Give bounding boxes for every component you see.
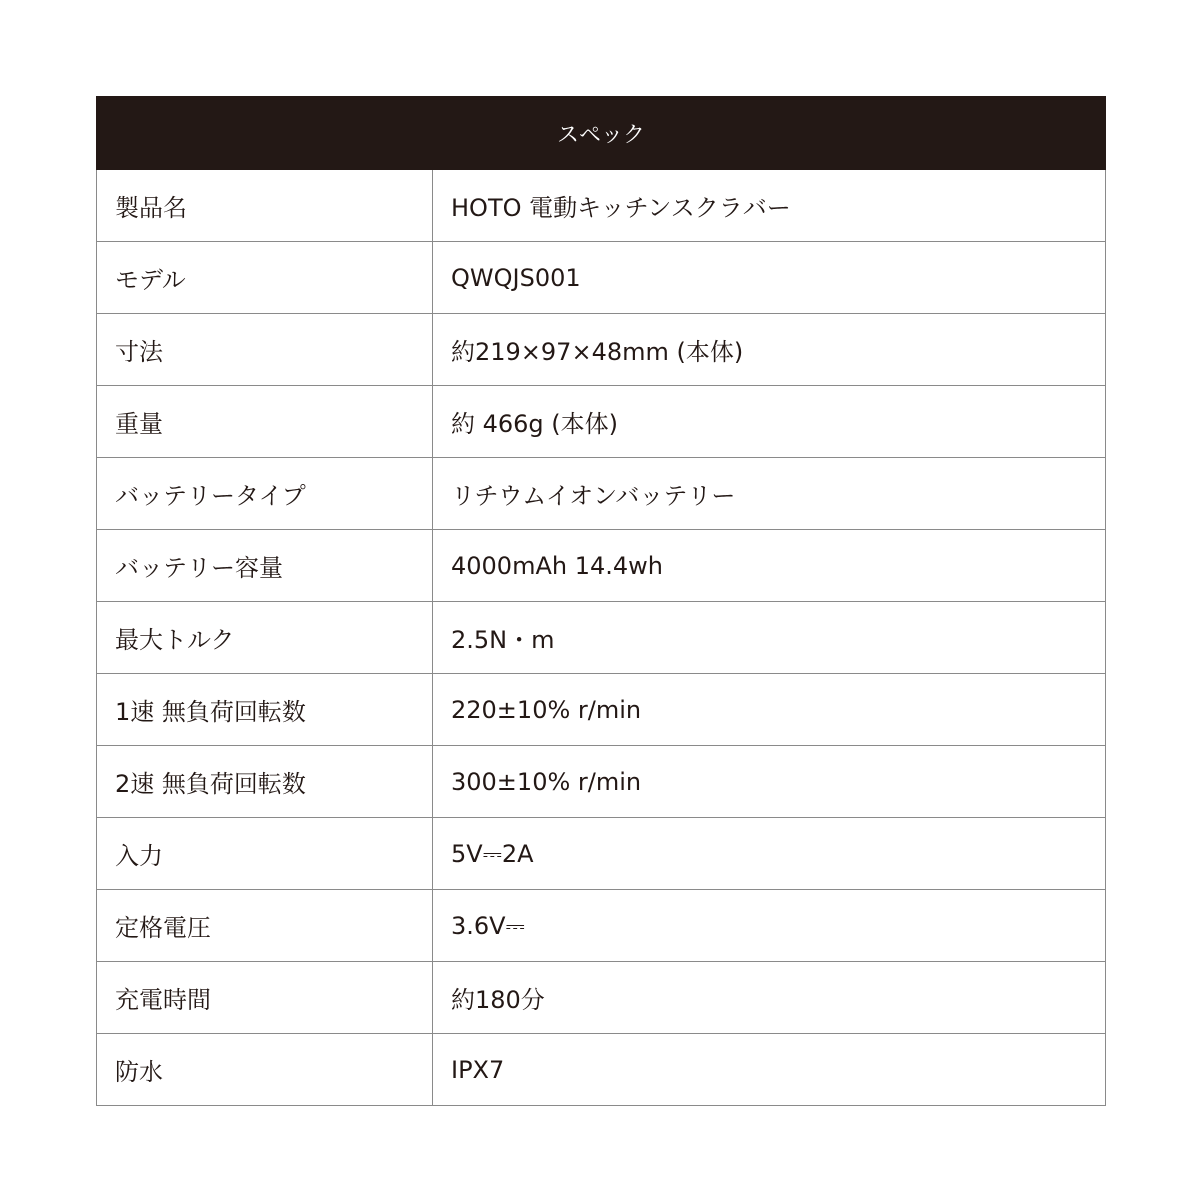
table-row	[97, 746, 1106, 818]
spec-label: 重量	[97, 386, 433, 458]
spec-label: 最大トルク	[97, 602, 433, 674]
spec-value: HOTO 電動キッチンスクラバー	[433, 170, 1106, 242]
spec-table	[96, 96, 1106, 1106]
spec-value: 5V⎓2A	[433, 818, 1106, 890]
spec-value: IPX7	[433, 1034, 1106, 1106]
spec-label: 寸法	[97, 314, 433, 386]
table-row	[97, 530, 1106, 602]
spec-label: 1速 無負荷回転数	[97, 674, 433, 746]
spec-value: 2.5N・m	[433, 602, 1106, 674]
spec-value: 約 466g (本体)	[433, 386, 1106, 458]
spec-label: モデル	[97, 242, 433, 314]
table-row	[97, 314, 1106, 386]
spec-label: 定格電圧	[97, 890, 433, 962]
spec-value: 約219×97×48mm (本体)	[433, 314, 1106, 386]
spec-label: 2速 無負荷回転数	[97, 746, 433, 818]
spec-label: 製品名	[97, 170, 433, 242]
table-row	[97, 674, 1106, 746]
table-row	[97, 962, 1106, 1034]
spec-value: 約180分	[433, 962, 1106, 1034]
spec-label: バッテリー容量	[97, 530, 433, 602]
spec-value: 220±10% r/min	[433, 674, 1106, 746]
spec-header-row	[97, 97, 1106, 170]
table-row	[97, 170, 1106, 242]
table-row	[97, 1034, 1106, 1106]
spec-header-title: スペック	[97, 97, 1106, 170]
spec-value: 300±10% r/min	[433, 746, 1106, 818]
spec-value: リチウムイオンバッテリー	[433, 458, 1106, 530]
spec-value: 3.6V⎓	[433, 890, 1106, 962]
spec-value: QWQJS001	[433, 242, 1106, 314]
table-row	[97, 890, 1106, 962]
table-row	[97, 818, 1106, 890]
spec-label: バッテリータイプ	[97, 458, 433, 530]
spec-label: 充電時間	[97, 962, 433, 1034]
table-row	[97, 602, 1106, 674]
table-row	[97, 458, 1106, 530]
spec-label: 防水	[97, 1034, 433, 1106]
spec-label: 入力	[97, 818, 433, 890]
table-row	[97, 386, 1106, 458]
table-row	[97, 242, 1106, 314]
spec-value: 4000mAh 14.4wh	[433, 530, 1106, 602]
